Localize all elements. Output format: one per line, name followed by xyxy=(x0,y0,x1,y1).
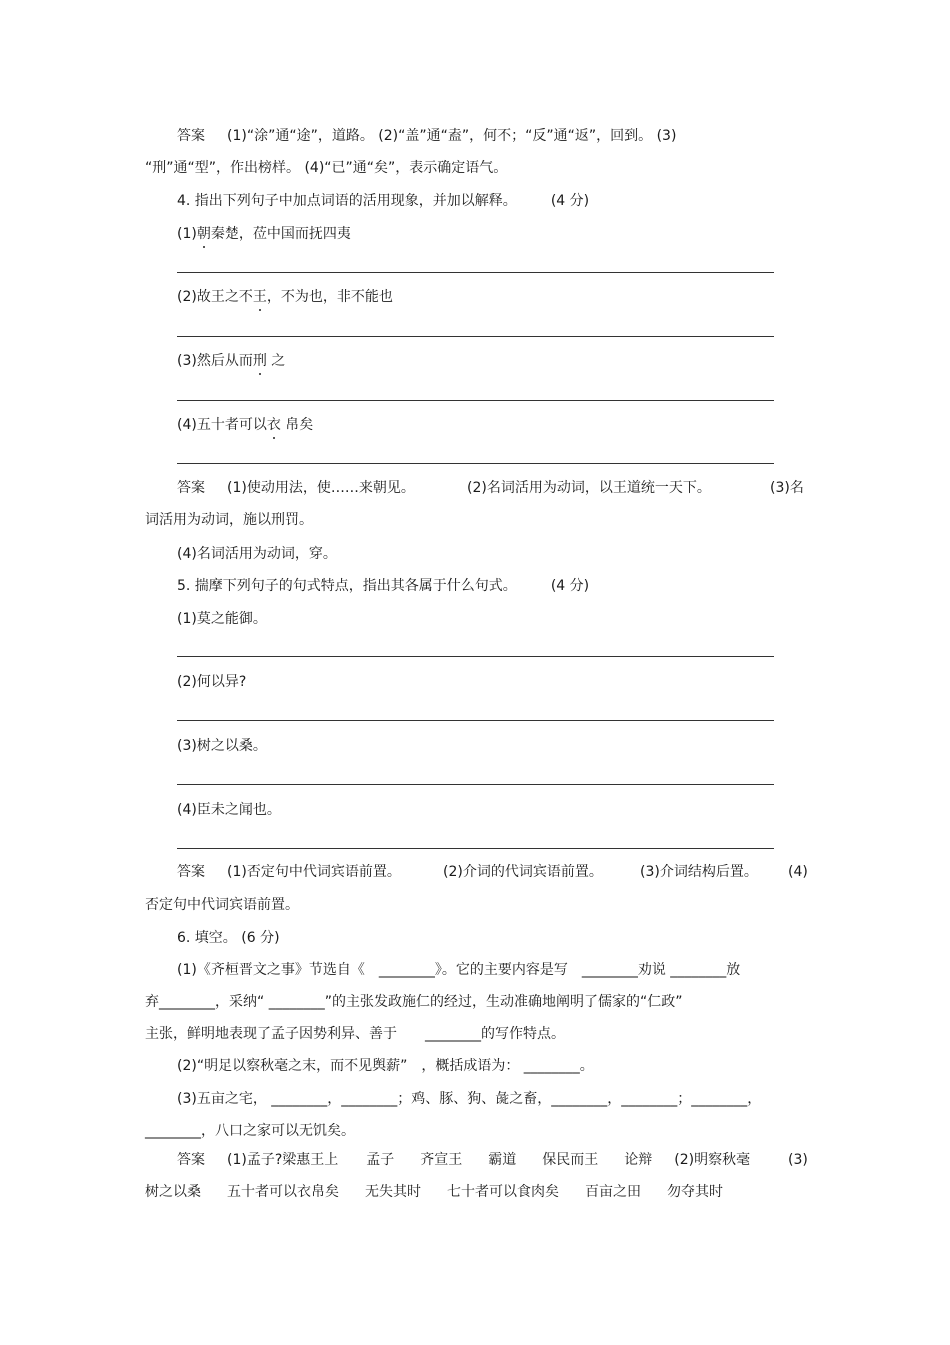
q4-points: (4 分) xyxy=(550,193,590,209)
answer-blank-line[interactable] xyxy=(177,720,774,721)
q6-p1-line1: (1)《齐桓晋文之事》节选自《 ________》。它的主要内容是写 ________劝说 ________放 xyxy=(177,962,741,978)
answer-blank-line[interactable] xyxy=(177,463,774,464)
q5-answer-a4-cont: 否定句中代词宾语前置。 xyxy=(145,897,299,913)
answer-label: 答案 xyxy=(177,864,205,880)
q6-p1-line3: 主张，鲜明地表现了孟子因势利异、善于 ________的写作特点。 xyxy=(145,1026,565,1042)
q5-item-4: (4)臣未之闻也。 xyxy=(177,802,281,818)
answer-label: 答案 xyxy=(177,1152,205,1168)
q4-answer-a4: (4)名词活用为动词，穿。 xyxy=(177,546,337,562)
q4-answer-a2: (2)名词活用为动词，以王道统一天下。 xyxy=(467,480,711,496)
q6-answer-l1-end: (3) xyxy=(788,1152,808,1168)
q4-item-3: (3)然后从而刑 之 xyxy=(177,353,286,369)
q5-answer-a4-start: (4) xyxy=(788,864,808,880)
emphasis-dot-word: 朝 xyxy=(196,226,211,242)
q5-title: 5. 揣摩下列句子的句式特点，指出其各属于什么句式。 (4 分) xyxy=(177,578,590,594)
q5-item-2: (2)何以异? xyxy=(177,674,247,690)
answer-blank-line[interactable] xyxy=(177,784,774,785)
answer-blank-line[interactable] xyxy=(177,400,774,401)
emphasis-dot-word: 衣 xyxy=(266,417,281,433)
q4-item-2: (2)故王之不王，不为也，非不能也 xyxy=(177,289,393,305)
q5-item-1: (1)莫之能御。 xyxy=(177,611,267,627)
emphasis-dot-word: 刑 xyxy=(252,353,267,369)
answer-blank-line[interactable] xyxy=(177,336,774,337)
q4-item-4: (4)五十者可以衣 帛矣 xyxy=(177,417,314,433)
q6-answer-line1: 答案 (1)孟子?梁惠王上 孟子 齐宣王 霸道 保民而王 论辩 (2)明察秋毫 xyxy=(177,1152,751,1168)
q5-answer-line1: 答案 (1)否定句中代词宾语前置。 xyxy=(177,864,401,880)
q6-title: 6. 填空。 (6 分) xyxy=(177,930,280,946)
q6-p2: (2)“明足以察秋毫之末，而不见舆薪” ，概括成语为： ________。 xyxy=(177,1058,594,1074)
q5-answer-a3: (3)介词结构后置。 xyxy=(640,864,758,880)
answer-label: 答案 xyxy=(177,480,205,496)
answer-blank-line[interactable] xyxy=(177,656,774,657)
q3-answer-line2: “刑”通“型”，作出榜样。 (4)“已”通“矣”，表示确定语气。 xyxy=(145,160,508,176)
q3-answer-line1: 答案 (1)“涂”通“途”，道路。 (2)“盖”通“盍”，何不；“反”通“返”，回到。 (3) xyxy=(177,128,677,144)
q4-answer-a3-start: (3)名 xyxy=(770,480,804,496)
q4-answer-line1: 答案 (1)使动用法，使……来朝见。 xyxy=(177,480,415,496)
answer-blank-line[interactable] xyxy=(177,272,774,273)
q4-item-1: (1)朝秦楚，莅中国而抚四夷 xyxy=(177,226,351,242)
q6-answer-line2: 树之以桑 五十者可以衣帛矣 无失其时 七十者可以食肉矣 百亩之田 勿夺其时 xyxy=(145,1184,723,1200)
q6-p3-line2: ________，八口之家可以无饥矣。 xyxy=(145,1123,355,1139)
q4-title: 4. 指出下列句子中加点词语的活用现象，并加以解释。 (4 分) xyxy=(177,193,590,209)
q6-p1-line2: 弃________，采纳“ ________”的主张发政施仁的经过，生动准确地阐明了儒家的“仁政” xyxy=(145,994,683,1010)
emphasis-dot-word: 王 xyxy=(252,289,267,305)
q5-answer-a2: (2)介词的代词宾语前置。 xyxy=(443,864,603,880)
q6-p3-line1: (3)五亩之宅， ________，________；鸡、豚、狗、彘之畜，________，________；________， xyxy=(177,1091,762,1107)
q5-item-3: (3)树之以桑。 xyxy=(177,738,267,754)
answer-label: 答案 xyxy=(177,128,205,144)
answer-blank-line[interactable] xyxy=(177,848,774,849)
q5-points: (4 分) xyxy=(550,578,590,594)
q4-answer-a3-cont: 词活用为动词，施以刑罚。 xyxy=(145,512,313,528)
